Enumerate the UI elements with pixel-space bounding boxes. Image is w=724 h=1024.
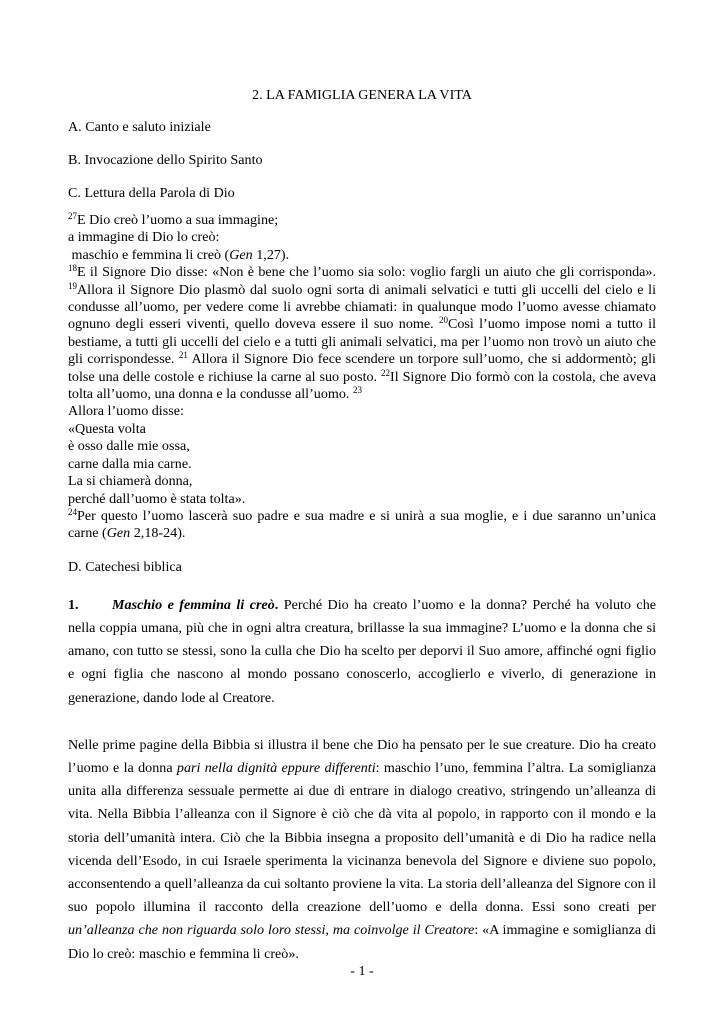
page-title: 2. LA FAMIGLIA GENERA LA VITA [252, 87, 472, 103]
paragraph-number: 1. [68, 596, 79, 613]
section-heading-d: D. Catechesi biblica [68, 558, 182, 575]
section-heading-a: A. Canto e saluto iniziale [68, 119, 211, 135]
verse-23-line: carne dalla mia carne. [68, 455, 192, 472]
verse-27-line-1: $^{27}$E Dio creò l’uomo a sua immagine; [68, 211, 279, 228]
verses-18-22: $^{18}$E il Signore Dio disse: «Non è bene che l’uomo sia solo: voglio fargli un aiuto che gli corrisponda». $^{19}$Allora il Signore Dio plasmò dal suolo ogni sorta di animali selvatici e tutti gli uccelli del cielo e li condusse all’uomo, per vedere come li avrebbe chiamati: in qualunque modo l’uomo avesse chiamato ognuno degli esseri viventi, quello doveva essere il suo nome. $^{20}$Così l’uomo impose nomi a tutto il bestiame, a tutti gli uccelli del cielo e a tutti gli animali selvatici, ma per l’uomo non trovò un aiuto che gli corrispondesse. $^{21}$ Allora il Signore Dio fece scendere un torpore sull’uomo, che si addormentò; gli tolse una delle costole e richiuse la carne al suo posto. $^{22}$Il Signore Dio formò con la costola, che aveva tolta all’uomo, una donna e la condusse all’uomo. $^{23}$ [68, 263, 656, 403]
section-heading-c: C. Lettura della Parola di Dio [68, 185, 235, 201]
catechesis-paragraph-1: 1. Maschio e femmina li creò. Perché Dio ha creato l’uomo e la donna? Perché ha voluto che nella coppia umana, più che in ogni altra creatura, brillasse la sua immagine? L’uomo e la donna che si amano, con tutto se stessi, sono la culla che Dio ha scelto per deporvi il Suo amore, affinché ogni figlio e ogni figlia che nascono al mondo possano conoscerlo, accoglierlo e viverlo, di generazione in generazione, dando lode al Creatore. [68, 594, 656, 710]
verse-24: $^{24}$Per questo l’uomo lascerà suo padre e sua madre e si unirà a sua moglie, e i due saranno un’unica carne (Gen 2,18-24). [68, 506, 656, 542]
verse-23-line: «Questa volta [68, 420, 146, 437]
scripture-reading [68, 212, 656, 543]
bible-reference: Gen [106, 525, 131, 542]
verse-number: 27 [68, 211, 77, 221]
paragraph-title: Maschio e femmina li creò [112, 596, 275, 613]
verse-23-line: perché dall’uomo è stata tolta». [68, 490, 246, 507]
verse-27-line-2: a immagine di Dio lo creò: [68, 229, 220, 246]
page-number: - 1 - [350, 963, 374, 979]
verse-23-line: La si chiamerà donna, [68, 473, 193, 490]
section-heading-b: B. Invocazione dello Spirito Santo [68, 152, 263, 168]
catechesis-paragraph-2: Nelle prime pagine della Bibbia si illustra il bene che Dio ha pensato per le sue creature. Dio ha creato l’uomo e la donna pari nella dignità eppure differenti: maschio l’uno, femmina l’altra. La somiglianza unita alla differenza sessuale permette ai due di entrare in dialogo creativo, stringendo un’alleanza di vita. Nella Bibbia l’alleanza con il Signore è ciò che dà vita al popolo, in rapporto con il mondo e la storia dell’umanità intera. Ciò che la Bibbia insegna a proposito dell’umanità e di Dio ha radice nella vicenda dell’Esodo, in cui Israele sperimenta la vicinanza benevola del Signore e diviene suo popolo, acconsentendo a quell’alleanza da cui soltanto proviene la vita. La storia dell’alleanza del Signore con il suo popolo illumina il racconto della creazione dell’uomo e della donna. Essi sono creati per un’alleanza che non riguarda solo loro stessi, ma coinvolge il Creatore: «A immagine e somiglianza di Dio lo creò: maschio e femmina li creò». [68, 736, 656, 962]
verse-23-line: è osso dalle mie ossa, [68, 438, 190, 455]
verse-23-line: Allora l’uomo disse: [68, 403, 184, 420]
verse-27-line-3: maschio e femmina li creò (Gen 1,27). [68, 246, 290, 263]
document-page [68, 80, 656, 966]
bible-reference: Gen [229, 246, 253, 263]
